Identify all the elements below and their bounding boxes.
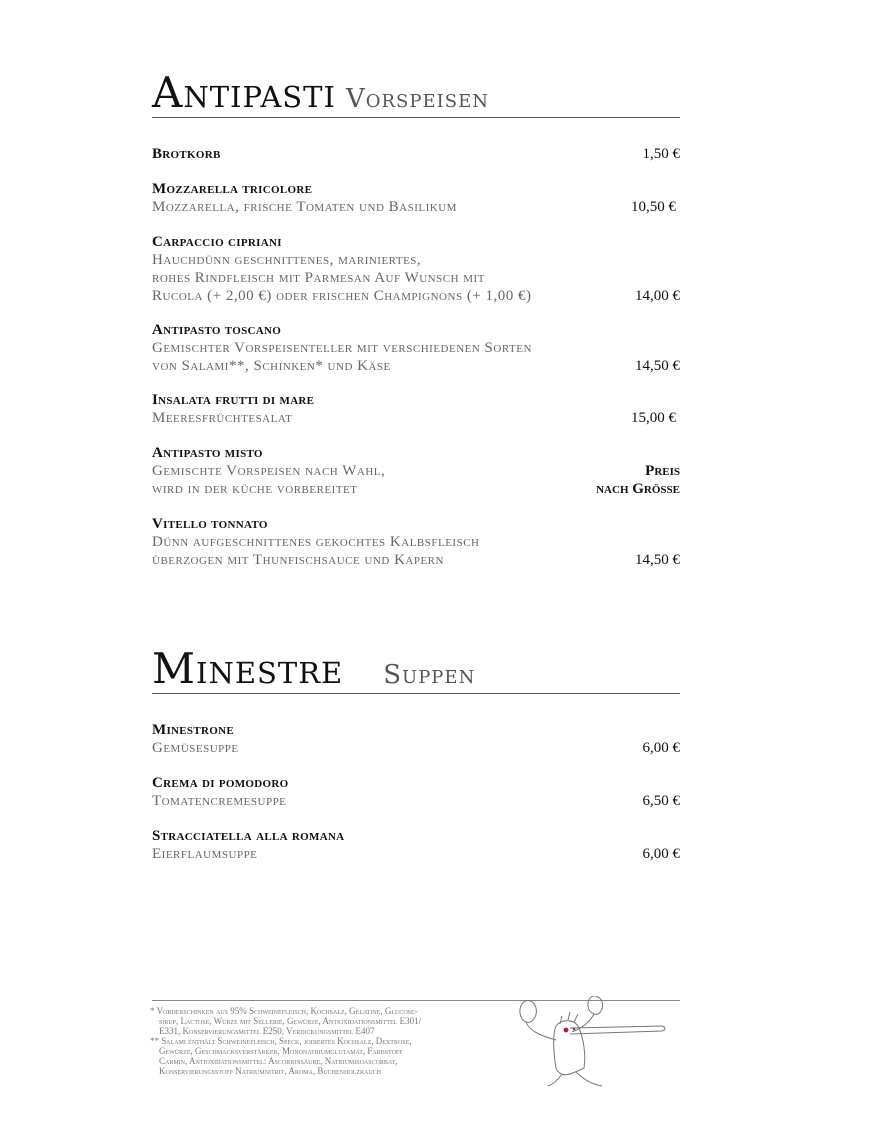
item-name: Brotkorb — [152, 146, 221, 162]
menu-item — [152, 391, 680, 427]
menu-item — [152, 180, 680, 216]
item-name: Antipasto toscano — [152, 322, 282, 338]
minestre-title: Minestre — [152, 644, 344, 693]
menu-item — [152, 145, 680, 163]
item-name: Carpaccio cipriani — [152, 234, 282, 250]
antipasti-title: Antipasti — [152, 68, 336, 117]
footnote-line: Gewürze, Geschmacksverstärker, Mononatriumglutamat, Farbstoff — [159, 1046, 403, 1056]
item-description: Gemischte Vorspeisen nach Wahl, — [152, 463, 386, 479]
item-price: 6,50 € — [642, 793, 680, 809]
antipasti-header — [152, 68, 680, 118]
footnote-line: sirup, Lactose, Würze mit Sellerie, Gewürze, Antioxidationsmittel E301/ — [159, 1016, 422, 1026]
menu-item — [152, 721, 680, 757]
item-name: Crema di pomodoro — [152, 775, 289, 791]
item-description: Dünn aufgeschnittenes gekochtes Kalbsfleisch — [152, 534, 480, 550]
minestre-header — [152, 644, 680, 694]
item-price: 14,00 € — [635, 288, 680, 304]
item-price: 15,00 € — [631, 410, 676, 426]
minestre-subtitle: Suppen — [383, 660, 476, 690]
item-price: 6,00 € — [642, 846, 680, 862]
item-name: Antipasto misto — [152, 445, 263, 461]
item-description: Rucola (+ 2,00 €) oder frischen Champignons (+ 1,00 €) — [152, 288, 532, 304]
menu-item — [152, 321, 680, 375]
footnote-line: * Vorderschinken aus 95% Schweinefleisch, Kochsalz, Gelatine, Glucose- — [150, 1006, 418, 1016]
item-description: Gemüsesuppe — [152, 740, 239, 756]
item-price: 6,00 € — [642, 740, 680, 756]
item-description: Mozzarella, frische Tomaten und Basilikum — [152, 199, 457, 215]
item-name: Mozzarella tricolore — [152, 181, 313, 197]
item-price: 10,50 € — [631, 199, 676, 215]
item-name: Vitello tonnato — [152, 516, 268, 532]
antipasti-subtitle: Vorspeisen — [345, 84, 489, 114]
price-line: nach Grösse — [596, 481, 680, 497]
item-description: Tomatencremesuppe — [152, 793, 287, 809]
footnotes — [150, 1006, 520, 1076]
item-price: 14,50 € — [635, 358, 680, 374]
item-description: Meeresfrüchtesalat — [152, 410, 293, 426]
item-description: Eierflaumsuppe — [152, 846, 258, 862]
footnote-line: E331, Konservierungsmittel E250, Verdickungsmittel E407 — [159, 1026, 375, 1036]
menu-item — [152, 515, 680, 569]
item-description: Hauchdünn geschnittenes, mariniertes, — [152, 252, 422, 268]
item-description: rohes Rindfleisch mit Parmesan Auf Wunsch mit — [152, 270, 485, 286]
item-price: 1,50 € — [642, 146, 680, 162]
menu-item — [152, 774, 680, 810]
item-description: von Salami**, Schinken* und Käse — [152, 358, 391, 374]
footnote-line: ** Salami enthält Schweinefleisch, Speck, jodiertes Kochsalz, Dextrose, — [150, 1036, 412, 1046]
item-description: Gemischter Vorspeisenteller mit verschiedenen Sorten — [152, 340, 532, 356]
item-price — [596, 462, 680, 498]
pinocchio-mascot-icon — [512, 996, 682, 1088]
item-description: überzogen mit Thunfischsauce und Kapern — [152, 552, 444, 568]
footnote-line: Konservierungsstoff Natriumnitrit, Aroma, Buchenholzrauch — [159, 1066, 382, 1076]
footnote-line: Carmin, Antioxidationsmittel: Ascorbinsäure, Natriumisoascorbat, — [159, 1056, 398, 1066]
item-name: Minestrone — [152, 722, 234, 738]
item-name: Stracciatella alla romana — [152, 828, 345, 844]
menu-item — [152, 233, 680, 305]
menu-item — [152, 444, 680, 498]
price-line: Preis — [645, 463, 680, 479]
item-description: wird in der küche vorbereitet — [152, 481, 358, 497]
item-price: 14,50 € — [635, 552, 680, 568]
item-name: Insalata frutti di mare — [152, 392, 315, 408]
menu-item — [152, 827, 680, 863]
